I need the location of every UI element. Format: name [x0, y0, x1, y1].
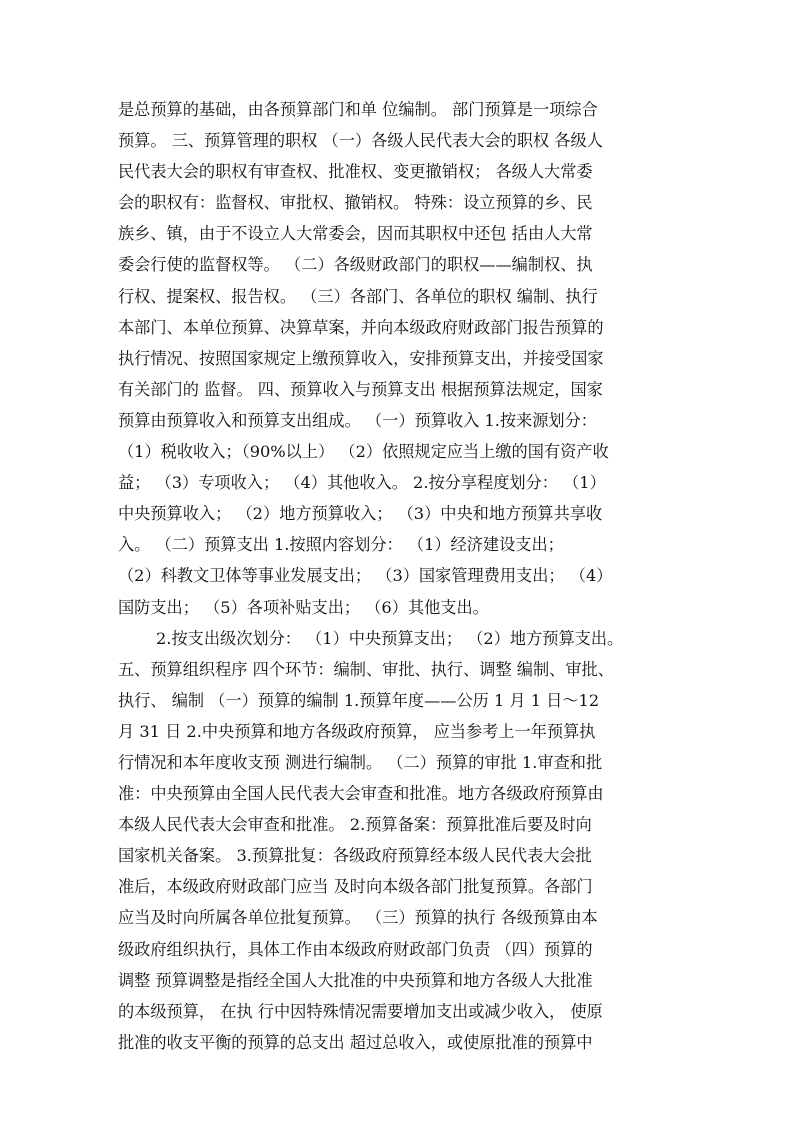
text-line: 执行、 编制 （一）预算的编制 1.预算年度——公历 1 月 1 日～12 [118, 690, 600, 710]
text-line: 月 31 日 2.中央预算和地方各级政府预算， 应当参考上一年预算执 [118, 721, 596, 741]
text-line: 预算由预算收入和预算支出组成。 （一）预算收入 1.按来源划分： [118, 410, 597, 430]
text-line: 预算。 三、预算管理的职权 （一）各级人民代表大会的职权 各级人 [118, 131, 603, 151]
text-line: 调整 预算调整是指经全国人大批准的中央预算和地方各级人大批准 [118, 970, 593, 990]
body-text [118, 94, 698, 1058]
text-line: 级政府组织执行，具体工作由本级政府财政部门负责 （四）预算的 [118, 939, 593, 959]
text-line: 执行情况、按照国家规定上缴预算收入，安排预算支出，并接受国家 [118, 348, 604, 368]
text-line: 益； （3）专项收入； （4）其他收入。 2.按分享程度划分： （1） [118, 473, 606, 493]
text-line: 是总预算的基础，由各预算部门和单 位编制。 部门预算是一项综合 [118, 100, 598, 119]
text-line: 行情况和本年度收支预 测进行编制。 （二）预算的审批 1.审查和批 [118, 752, 603, 772]
text-line: 准：中央预算由全国人民代表大会审查和批准。地方各级政府预算由 [118, 784, 604, 804]
text-line: （2）科教文卫体等事业发展支出； （3）国家管理费用支出； （4） [118, 566, 613, 586]
text-line: （1）税收收入；（90%以上） （2）依照规定应当上缴的国有资产收 [118, 442, 609, 462]
text-line: 有关部门的 监督。 四、预算收入与预算支出 根据预算法规定，国家 [118, 379, 603, 399]
text-line: 批准的收支平衡的预算的总支出 超过总收入，或使原批准的预算中 [118, 1032, 593, 1052]
text-line: 国防支出； （5）各项补贴支出； （6）其他支出。 [118, 597, 489, 617]
text-line: 入。 （二）预算支出 1.按照内容划分： （1）经济建设支出； [118, 535, 564, 555]
text-line: 本部门、本单位预算、决算草案，并向本级政府财政部门报告预算的 [118, 317, 604, 337]
text-line: 行权、提案权、报告权。 （三）各部门、各单位的职权 编制、执行 [118, 286, 598, 306]
text-line: 2.按支出级次划分： （1）中央预算支出； （2）地方预算支出。 [156, 628, 624, 648]
text-line: 委会行使的监督权等。 （二）各级财政部门的职权——编制权、执 [118, 255, 593, 275]
text-line: 民代表大会的职权有审查权、批准权、变更撤销权； 各级人大常委 [118, 162, 593, 182]
text-line: 五、预算组织程序 四个环节：编制、审批、执行、调整 编制、审批、 [118, 659, 614, 679]
text-line: 国家机关备案。 3.预算批复：各级政府预算经本级人民代表大会批 [118, 846, 592, 866]
text-line: 族乡、镇，由于不设立人大常委会，因而其职权中还包 括由人大常 [118, 224, 593, 244]
text-line: 的本级预算， 在执 行中因特殊情况需要增加支出或减少收入， 使原 [118, 1001, 603, 1021]
text-line: 本级人民代表大会审查和批准。 2.预算备案：预算批准后要及时向 [118, 815, 592, 835]
text-line: 准后，本级政府财政部门应当 及时向本级各部门批复预算。各部门 [118, 877, 593, 897]
text-line: 会的职权有：监督权、审批权、撤销权。 特殊：设立预算的乡、民 [118, 193, 593, 213]
text-line: 应当及时向所属各单位批复预算。 （三）预算的执行 各级预算由本 [118, 908, 598, 928]
text-line: 中央预算收入； （2）地方预算收入； （3）中央和地方预算共享收 [118, 504, 603, 524]
